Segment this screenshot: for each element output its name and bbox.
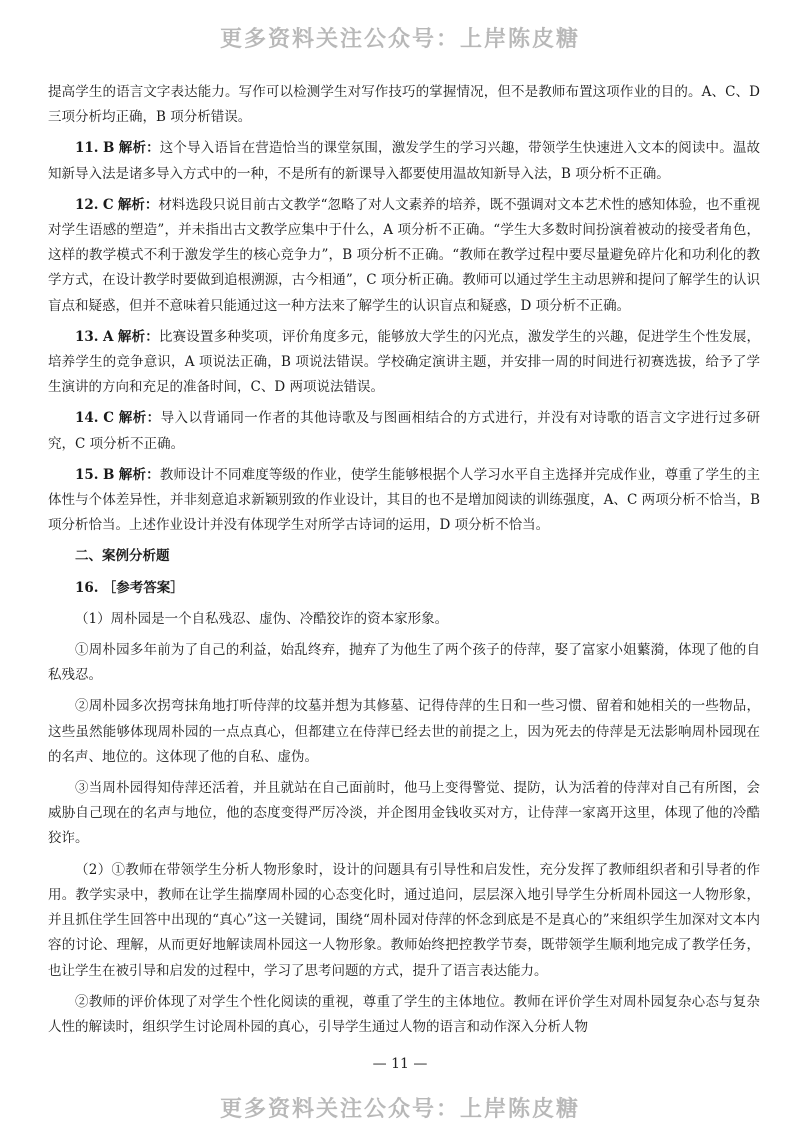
analysis-text: 教师设计不同难度等级的作业，使学生能够根据个人学习水平自主选择并完成作业，尊重了学生的主体性与个体差异性，并非刻意追求新颖别致的作业设计，其目的也不是增加阅读的训练强度，A、C 两项分析不恰当，B 项分析恰当。上述作业设计并没有体现学生对所学古诗词的运用，D 项分析不恰当。 xyxy=(48,466,760,534)
reference-answer-label: ［参考答案］ xyxy=(102,579,184,596)
watermark-bottom: 更多资料关注公众号：上岸陈皮糖 xyxy=(219,1097,580,1122)
answer-letter: B xyxy=(102,466,115,483)
answer-14 xyxy=(48,406,760,456)
answer-letter: A xyxy=(102,328,114,345)
analysis-label: 解析： xyxy=(117,328,159,345)
answer-16-part1-point3: ③当周朴园得知侍萍还活着，并且就站在自己面前时，他马上变得警觉、提防，认为活着的侍萍对自己有所图，会威胁自己现在的名声与地位，他的态度变得严厉冷淡，并企图用金钱收买对方，让侍萍一家离开这里，体现了他的冷酷狡诈。 xyxy=(48,780,760,847)
answer-13 xyxy=(48,325,760,401)
paragraph-continued: 提高学生的语言文字表达能力。写作可以检测学生对写作技巧的掌握情况，但不是教师布置这项作业的目的。A、C、D 三项分析均正确，B 项分析错误。 xyxy=(48,84,760,126)
analysis-label: 解析： xyxy=(118,140,160,157)
analysis-text: 这个导入语旨在营造恰当的课堂氛围，激发学生的学习兴趣，带领学生快速进入文本的阅读中。温故知新导入法是诸多导入方式中的一种，不是所有的新课导入都要使用温故知新导入法，B 项分析不正确。 xyxy=(48,140,760,182)
answer-16-part2-point2: ②教师的评价体现了对学生个性化阅读的重视，尊重了学生的主体地位。教师在评价学生对周朴园复杂心态与复杂人性的解读时，组织学生讨论周朴园的真心，引导学生通过人物的语言和动作深入分析人物 xyxy=(48,993,760,1035)
analysis-text: 导入以背诵同一作者的其他诗歌及与图画相结合的方式进行，并没有对诗歌的语言文字进行过多研究，C 项分析不正确。 xyxy=(48,410,761,452)
question-number: 14. xyxy=(75,410,99,427)
analysis-label: 解析： xyxy=(117,196,159,213)
question-number: 16. xyxy=(75,579,99,596)
answer-12 xyxy=(48,193,760,319)
section-heading: 二、案例分析题 xyxy=(75,548,170,565)
question-number: 12. xyxy=(75,196,99,213)
watermark-top: 更多资料关注公众号：上岸陈皮糖 xyxy=(219,27,580,52)
question-number: 13. xyxy=(75,328,99,345)
answer-letter: C xyxy=(102,196,114,213)
question-number: 11. xyxy=(75,140,99,157)
answer-15 xyxy=(48,463,760,539)
answer-letter: C xyxy=(103,410,114,427)
answer-11 xyxy=(48,136,760,186)
analysis-text: 材料选段只说目前古文教学“忽略了对人文素养的培养，既不强调对文本艺术性的感知体验，也不重视对学生语感的塑造”，并未指出古文教学应集中于什么，A 项分析不正确。“学生大多数时间扮演着被动的接受者角色，这样的教学模式不利于激发学生的核心竞争力”，B 项分析不正确。“教师在教学过程中要尽量避免碎片化和功利化的教学方式，在设计教学时要做到追根溯源，古今相通”，C 项分析正确。教师可以通过学生主动思辨和提问了解学生的认识盲点和疑惑，但并不意味着只能通过这一种方法来了解学生的认识盲点和疑惑，D 项分析不正确。 xyxy=(48,196,760,314)
page-content xyxy=(48,80,760,1046)
answer-16-part1-point1: ①周朴园多年前为了自己的利益，始乱终弃，抛弃了为他生了两个孩子的侍萍，娶了富家小姐蘩漪，体现了他的自私残忍。 xyxy=(48,642,760,684)
page-number: — 11 — xyxy=(372,1056,428,1072)
question-number: 15. xyxy=(75,466,99,483)
analysis-label: 解析： xyxy=(118,410,161,427)
analysis-label: 解析： xyxy=(118,466,160,483)
answer-16-part2-point1: （2）①教师在带领学生分析人物形象时，设计的问题具有引导性和启发性，充分发挥了教师组织者和引导者的作用。教学实录中，教师在让学生揣摩周朴园的心态变化时，通过追问，层层深入地引导学生分析周朴园这一人物形象，并且抓住学生回答中出现的“真心”这一关键词，围绕“周朴园对侍萍的怀念到底是不是真心的”来组织学生加深对文本内容的讨论、理解，从而更好地解读周朴园这一人物形象。教师始终把控教学节奏，既带领学生顺利地完成了教学任务，也让学生在被引导和启发的过程中，学习了思考问题的方式，提升了语言表达能力。 xyxy=(48,861,760,979)
analysis-text: 比赛设置多种奖项，评价角度多元，能够放大学生的闪光点，激发学生的兴趣，促进学生个性发展，培养学生的竞争意识，A 项说法正确，B 项说法错误。学校确定演讲主题，并安排一周的时间进行初赛选拔，给予了学生演讲的方向和充足的准备时间，C、D 两项说法错误。 xyxy=(48,328,761,396)
answer-16-header xyxy=(48,576,760,601)
answer-16-part1-point2: ②周朴园多次拐弯抹角地打听侍萍的坟墓并想为其修墓、记得侍萍的生日和一些习惯、留着和她相关的一些物品，这些虽然能够体现周朴园的一点点真心，但都建立在侍萍已经去世的前提之上，因为死去的侍萍是无法影响周朴园现在的名声、地位的。这体现了他的自私、虚伪。 xyxy=(48,698,760,765)
answer-letter: B xyxy=(102,140,115,157)
answer-16-part1: （1）周朴园是一个自私残忍、虚伪、冷酷狡诈的资本家形象。 xyxy=(75,610,449,627)
